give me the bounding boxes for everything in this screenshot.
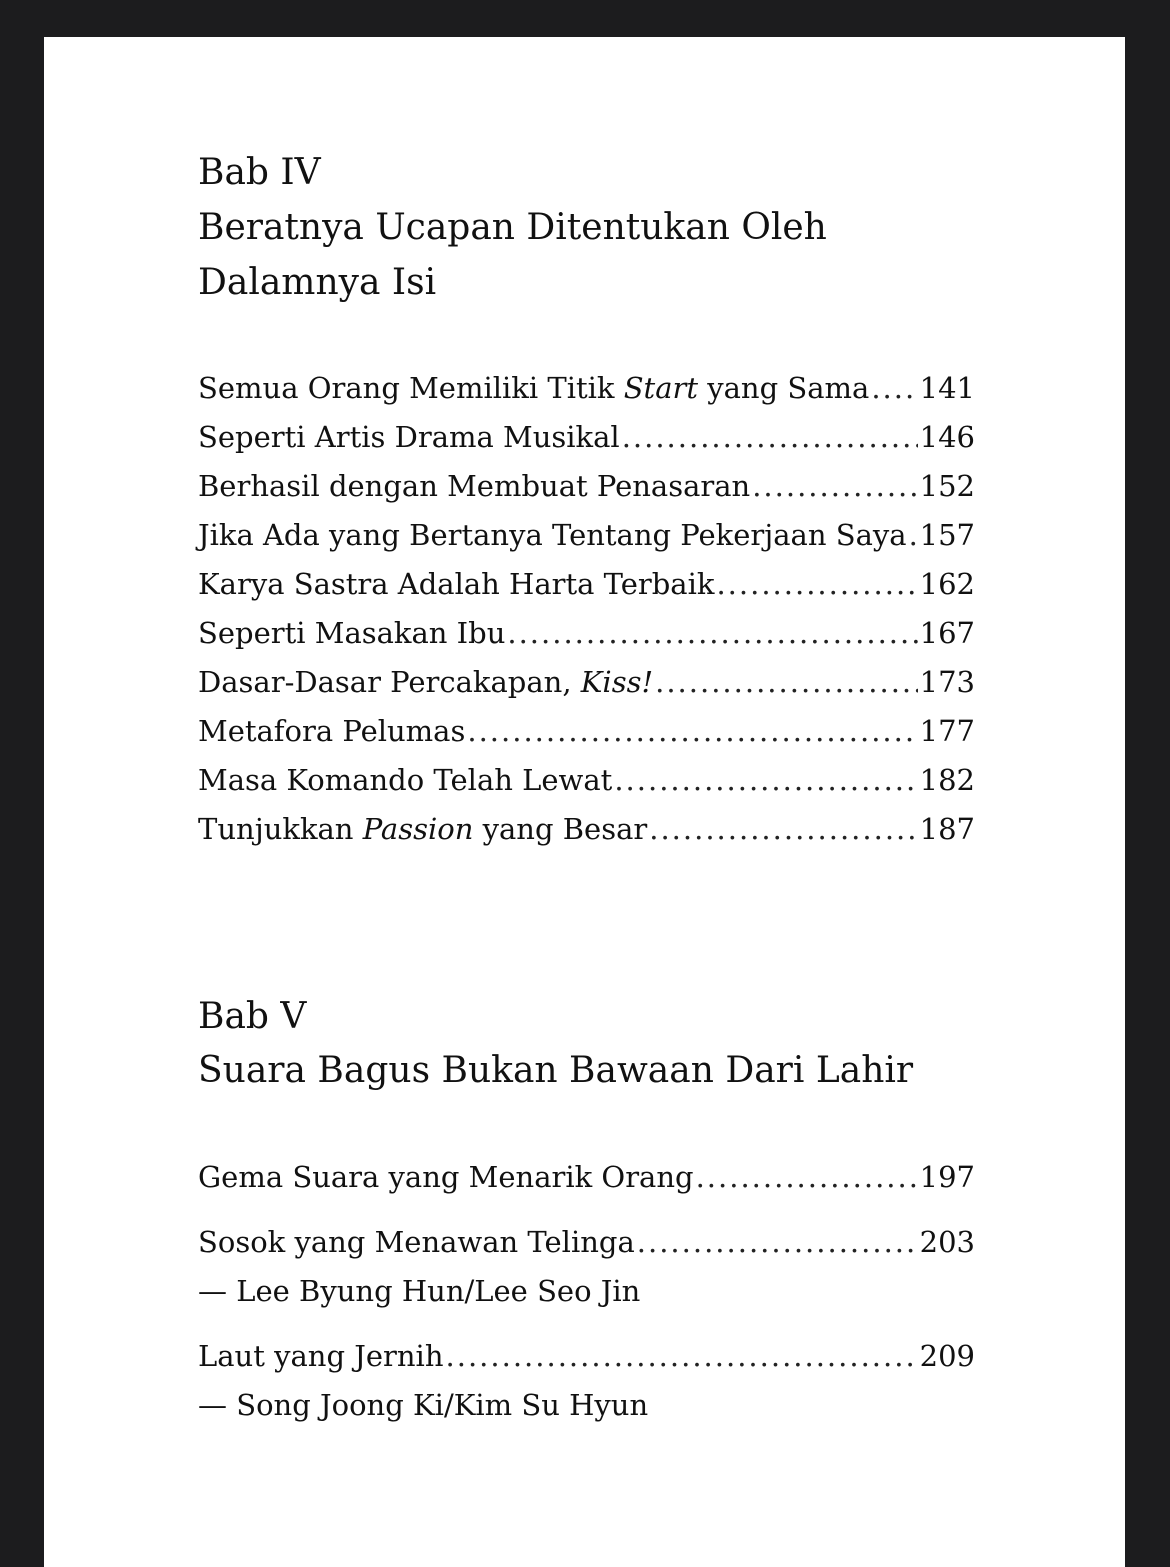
- toc-entry-subtitle: — Lee Byung Hun/Lee Seo Jin: [198, 1274, 641, 1308]
- toc-entry-title: Gema Suara yang Menarik Orang: [198, 1160, 694, 1194]
- dot-leader: [655, 668, 918, 697]
- dot-leader: [696, 1163, 918, 1192]
- toc-page-number: 187: [919, 812, 975, 846]
- toc-entry-title: Semua Orang Memiliki Titik Start yang Sama: [198, 371, 870, 405]
- dot-leader: [871, 374, 917, 403]
- toc-entry[interactable]: [198, 518, 975, 552]
- toc-entry[interactable]: [198, 1339, 975, 1373]
- toc-entry[interactable]: [198, 763, 975, 797]
- toc-entry[interactable]: [198, 665, 975, 699]
- toc-page-number: 141: [919, 371, 975, 405]
- toc-entry[interactable]: [198, 616, 975, 650]
- toc-entry[interactable]: [198, 567, 975, 601]
- chapter-number: Bab V: [198, 996, 307, 1037]
- toc-page-number: 152: [919, 469, 975, 503]
- toc-entry-title: Seperti Masakan Ibu: [198, 616, 506, 650]
- toc-page-number: 209: [919, 1339, 975, 1373]
- dot-leader: [716, 570, 917, 599]
- toc-page-number: 157: [919, 518, 975, 552]
- toc-entry[interactable]: [198, 1225, 975, 1259]
- toc-page-number: 203: [919, 1225, 975, 1259]
- toc-entry-title: Tunjukkan Passion yang Besar: [198, 812, 648, 846]
- toc-entry-subtitle: — Song Joong Ki/Kim Su Hyun: [198, 1388, 649, 1422]
- toc-entry-title: Metafora Pelumas: [198, 714, 466, 748]
- book-page: [44, 37, 1125, 1567]
- toc-entry-title: Berhasil dengan Membuat Penasaran: [198, 469, 751, 503]
- dot-leader: [752, 472, 917, 501]
- toc-page-number: 146: [919, 420, 975, 454]
- dot-leader: [507, 619, 917, 648]
- toc-entry-title: Karya Sastra Adalah Harta Terbaik: [198, 567, 715, 601]
- chapter-title-line: Dalamnya Isi: [198, 262, 437, 303]
- dot-leader: [446, 1342, 918, 1371]
- dot-leader: [637, 1228, 918, 1257]
- toc-entry-title: Jika Ada yang Bertanya Tentang Pekerjaan Saya: [198, 518, 907, 552]
- toc-entry-title: Laut yang Jernih: [198, 1339, 444, 1373]
- toc-entry[interactable]: [198, 371, 975, 405]
- toc-page-number: 173: [919, 665, 975, 699]
- toc-entry[interactable]: [198, 812, 975, 846]
- toc-page-number: 162: [919, 567, 975, 601]
- toc-entry-title: Dasar-Dasar Percakapan, Kiss!: [198, 665, 654, 699]
- toc-page-number: 167: [919, 616, 975, 650]
- toc-page-number: 177: [919, 714, 975, 748]
- toc-entry[interactable]: [198, 1160, 975, 1194]
- toc-entry-title: Sosok yang Menawan Telinga: [198, 1225, 635, 1259]
- toc-entry-title: Seperti Artis Drama Musikal: [198, 420, 620, 454]
- dot-leader: [649, 815, 917, 844]
- dot-leader: [467, 717, 917, 746]
- chapter-number: Bab IV: [198, 152, 321, 193]
- dot-leader: [614, 766, 917, 795]
- toc-entry[interactable]: [198, 714, 975, 748]
- chapter-title-line: Suara Bagus Bukan Bawaan Dari Lahir: [198, 1050, 914, 1091]
- toc-page-number: 197: [919, 1160, 975, 1194]
- toc-entry[interactable]: [198, 469, 975, 503]
- dot-leader: [909, 521, 918, 550]
- toc-entry-title: Masa Komando Telah Lewat: [198, 763, 613, 797]
- chapter-title-line: Beratnya Ucapan Ditentukan Oleh: [198, 207, 827, 248]
- toc-page-number: 182: [919, 763, 975, 797]
- toc-entry[interactable]: [198, 420, 975, 454]
- dot-leader: [622, 423, 918, 452]
